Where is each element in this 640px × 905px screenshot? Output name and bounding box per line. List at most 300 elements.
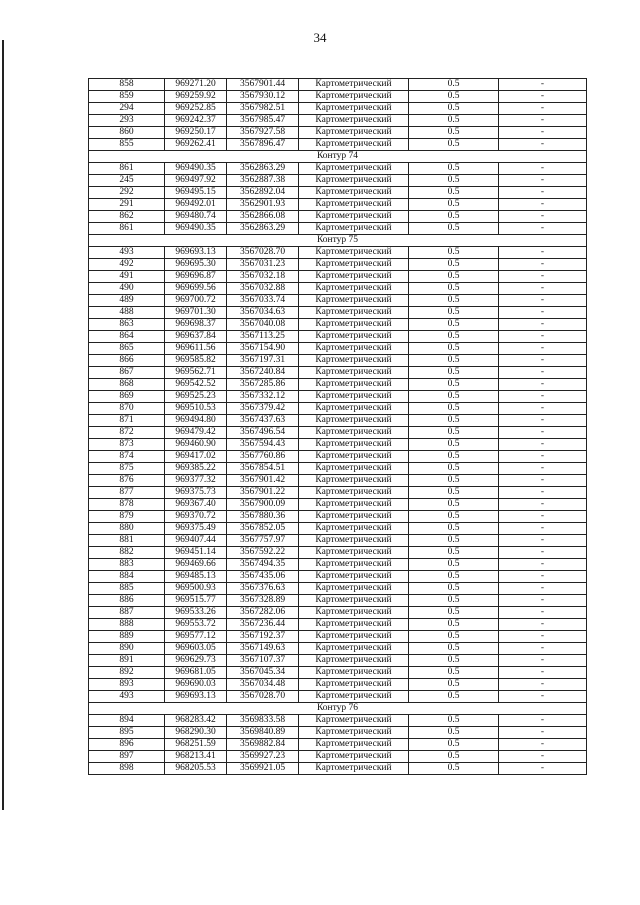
y-coordinate-cell: 3562866.08 (227, 211, 299, 223)
point-number-cell: 889 (89, 631, 165, 643)
table-row (89, 223, 587, 235)
table-row (89, 247, 587, 259)
x-coordinate-cell: 969699.56 (165, 283, 227, 295)
accuracy-cell: 0.5 (409, 619, 499, 631)
method-cell: Картометрический (299, 595, 409, 607)
x-coordinate-cell: 969497.92 (165, 175, 227, 187)
accuracy-cell: 0.5 (409, 535, 499, 547)
point-number-cell: 493 (89, 691, 165, 703)
y-coordinate-cell: 3567760.86 (227, 451, 299, 463)
accuracy-cell: 0.5 (409, 187, 499, 199)
y-coordinate-cell: 3562892.04 (227, 187, 299, 199)
table-row (89, 295, 587, 307)
y-coordinate-cell: 3567034.63 (227, 307, 299, 319)
point-number-cell: 293 (89, 115, 165, 127)
table-row (89, 595, 587, 607)
point-number-cell: 294 (89, 103, 165, 115)
method-cell: Картометрический (299, 751, 409, 763)
point-number-cell: 873 (89, 439, 165, 451)
method-cell: Картометрический (299, 331, 409, 343)
point-number-cell: 882 (89, 547, 165, 559)
point-number-cell: 891 (89, 655, 165, 667)
x-coordinate-cell: 969700.72 (165, 295, 227, 307)
y-coordinate-cell: 3567034.48 (227, 679, 299, 691)
point-number-cell: 876 (89, 475, 165, 487)
table-row (89, 547, 587, 559)
table-row (89, 715, 587, 727)
method-cell: Картометрический (299, 175, 409, 187)
table-row (89, 211, 587, 223)
y-coordinate-cell: 3567154.90 (227, 343, 299, 355)
table-row (89, 463, 587, 475)
x-coordinate-cell: 969701.30 (165, 307, 227, 319)
point-number-cell: 887 (89, 607, 165, 619)
accuracy-cell: 0.5 (409, 175, 499, 187)
accuracy-cell: 0.5 (409, 511, 499, 523)
point-number-cell: 292 (89, 187, 165, 199)
y-coordinate-cell: 3562887.38 (227, 175, 299, 187)
method-cell: Картометрический (299, 451, 409, 463)
x-coordinate-cell: 969479.42 (165, 427, 227, 439)
x-coordinate-cell: 969451.14 (165, 547, 227, 559)
method-cell: Картометрический (299, 163, 409, 175)
x-coordinate-cell: 969495.15 (165, 187, 227, 199)
point-number-cell: 864 (89, 331, 165, 343)
y-coordinate-cell: 3567197.31 (227, 355, 299, 367)
x-coordinate-cell: 969693.13 (165, 691, 227, 703)
x-coordinate-cell: 969252.85 (165, 103, 227, 115)
description-cell: - (499, 259, 587, 271)
x-coordinate-cell: 969271.20 (165, 79, 227, 91)
contour-label: Контур 76 (89, 703, 587, 715)
point-number-cell: 896 (89, 739, 165, 751)
point-number-cell: 878 (89, 499, 165, 511)
accuracy-cell: 0.5 (409, 643, 499, 655)
method-cell: Картометрический (299, 403, 409, 415)
accuracy-cell: 0.5 (409, 727, 499, 739)
point-number-cell: 490 (89, 283, 165, 295)
description-cell: - (499, 763, 587, 775)
table-row (89, 655, 587, 667)
contour-header-row (89, 151, 587, 163)
contour-label: Контур 74 (89, 151, 587, 163)
point-number-cell: 898 (89, 763, 165, 775)
x-coordinate-cell: 969696.87 (165, 271, 227, 283)
x-coordinate-cell: 969603.05 (165, 643, 227, 655)
method-cell: Картометрический (299, 343, 409, 355)
x-coordinate-cell: 969485.13 (165, 571, 227, 583)
method-cell: Картометрический (299, 391, 409, 403)
point-number-cell: 877 (89, 487, 165, 499)
y-coordinate-cell: 3567045.34 (227, 667, 299, 679)
method-cell: Картометрический (299, 499, 409, 511)
margin-rule (2, 40, 4, 810)
accuracy-cell: 0.5 (409, 319, 499, 331)
point-number-cell: 488 (89, 307, 165, 319)
x-coordinate-cell: 969577.12 (165, 631, 227, 643)
description-cell: - (499, 691, 587, 703)
x-coordinate-cell: 969690.03 (165, 679, 227, 691)
x-coordinate-cell: 969515.77 (165, 595, 227, 607)
table-row (89, 487, 587, 499)
method-cell: Картометрический (299, 727, 409, 739)
point-number-cell: 860 (89, 127, 165, 139)
accuracy-cell: 0.5 (409, 295, 499, 307)
method-cell: Картометрический (299, 271, 409, 283)
table-row (89, 79, 587, 91)
description-cell: - (499, 139, 587, 151)
description-cell: - (499, 415, 587, 427)
x-coordinate-cell: 969525.23 (165, 391, 227, 403)
point-number-cell: 493 (89, 247, 165, 259)
description-cell: - (499, 295, 587, 307)
accuracy-cell: 0.5 (409, 163, 499, 175)
x-coordinate-cell: 969492.01 (165, 199, 227, 211)
table-row (89, 499, 587, 511)
table-row (89, 91, 587, 103)
method-cell: Картометрический (299, 643, 409, 655)
x-coordinate-cell: 969585.82 (165, 355, 227, 367)
point-number-cell: 492 (89, 259, 165, 271)
description-cell: - (499, 559, 587, 571)
x-coordinate-cell: 969385.22 (165, 463, 227, 475)
point-number-cell: 868 (89, 379, 165, 391)
table-row (89, 103, 587, 115)
x-coordinate-cell: 969695.30 (165, 259, 227, 271)
table-row (89, 331, 587, 343)
accuracy-cell: 0.5 (409, 391, 499, 403)
method-cell: Картометрический (299, 187, 409, 199)
y-coordinate-cell: 3567496.54 (227, 427, 299, 439)
method-cell: Картометрический (299, 139, 409, 151)
method-cell: Картометрический (299, 427, 409, 439)
description-cell: - (499, 115, 587, 127)
description-cell: - (499, 175, 587, 187)
coordinates-table (88, 78, 587, 775)
y-coordinate-cell: 3567927.58 (227, 127, 299, 139)
x-coordinate-cell: 969611.56 (165, 343, 227, 355)
point-number-cell: 886 (89, 595, 165, 607)
x-coordinate-cell: 969494.80 (165, 415, 227, 427)
table-row (89, 367, 587, 379)
accuracy-cell: 0.5 (409, 355, 499, 367)
y-coordinate-cell: 3567901.44 (227, 79, 299, 91)
method-cell: Картометрический (299, 655, 409, 667)
y-coordinate-cell: 3567107.37 (227, 655, 299, 667)
description-cell: - (499, 79, 587, 91)
x-coordinate-cell: 968205.53 (165, 763, 227, 775)
description-cell: - (499, 271, 587, 283)
accuracy-cell: 0.5 (409, 679, 499, 691)
method-cell: Картометрический (299, 691, 409, 703)
x-coordinate-cell: 968290.30 (165, 727, 227, 739)
y-coordinate-cell: 3569833.58 (227, 715, 299, 727)
point-number-cell: 885 (89, 583, 165, 595)
method-cell: Картометрический (299, 583, 409, 595)
x-coordinate-cell: 969262.41 (165, 139, 227, 151)
description-cell: - (499, 607, 587, 619)
y-coordinate-cell: 3567494.35 (227, 559, 299, 571)
accuracy-cell: 0.5 (409, 427, 499, 439)
y-coordinate-cell: 3567028.70 (227, 691, 299, 703)
y-coordinate-cell: 3567880.36 (227, 511, 299, 523)
y-coordinate-cell: 3569882.84 (227, 739, 299, 751)
coordinates-table-body (89, 79, 587, 775)
table-row (89, 199, 587, 211)
table-row (89, 619, 587, 631)
y-coordinate-cell: 3567285.86 (227, 379, 299, 391)
method-cell: Картометрический (299, 319, 409, 331)
point-number-cell: 855 (89, 139, 165, 151)
method-cell: Картометрический (299, 247, 409, 259)
point-number-cell: 875 (89, 463, 165, 475)
table-row (89, 175, 587, 187)
point-number-cell: 893 (89, 679, 165, 691)
description-cell: - (499, 523, 587, 535)
x-coordinate-cell: 969469.66 (165, 559, 227, 571)
y-coordinate-cell: 3567757.97 (227, 535, 299, 547)
table-row (89, 187, 587, 199)
x-coordinate-cell: 969490.35 (165, 163, 227, 175)
accuracy-cell: 0.5 (409, 607, 499, 619)
accuracy-cell: 0.5 (409, 415, 499, 427)
x-coordinate-cell: 969553.72 (165, 619, 227, 631)
description-cell: - (499, 211, 587, 223)
y-coordinate-cell: 3567328.89 (227, 595, 299, 607)
accuracy-cell: 0.5 (409, 79, 499, 91)
description-cell: - (499, 199, 587, 211)
accuracy-cell: 0.5 (409, 499, 499, 511)
point-number-cell: 872 (89, 427, 165, 439)
point-number-cell: 859 (89, 91, 165, 103)
table-row (89, 667, 587, 679)
table-row (89, 643, 587, 655)
table-row (89, 571, 587, 583)
y-coordinate-cell: 3567376.63 (227, 583, 299, 595)
table-row (89, 763, 587, 775)
contour-header-row (89, 235, 587, 247)
accuracy-cell: 0.5 (409, 367, 499, 379)
accuracy-cell: 0.5 (409, 715, 499, 727)
accuracy-cell: 0.5 (409, 343, 499, 355)
description-cell: - (499, 319, 587, 331)
table-row (89, 115, 587, 127)
accuracy-cell: 0.5 (409, 127, 499, 139)
accuracy-cell: 0.5 (409, 379, 499, 391)
point-number-cell: 881 (89, 535, 165, 547)
description-cell: - (499, 547, 587, 559)
description-cell: - (499, 367, 587, 379)
description-cell: - (499, 331, 587, 343)
description-cell: - (499, 343, 587, 355)
table-row (89, 475, 587, 487)
description-cell: - (499, 619, 587, 631)
method-cell: Картометрический (299, 223, 409, 235)
table-row (89, 271, 587, 283)
accuracy-cell: 0.5 (409, 751, 499, 763)
table-row (89, 415, 587, 427)
accuracy-cell: 0.5 (409, 247, 499, 259)
method-cell: Картометрический (299, 295, 409, 307)
description-cell: - (499, 163, 587, 175)
method-cell: Картометрический (299, 79, 409, 91)
y-coordinate-cell: 3567854.51 (227, 463, 299, 475)
y-coordinate-cell: 3562901.93 (227, 199, 299, 211)
table-row (89, 739, 587, 751)
accuracy-cell: 0.5 (409, 139, 499, 151)
method-cell: Картометрический (299, 619, 409, 631)
description-cell: - (499, 535, 587, 547)
y-coordinate-cell: 3567031.23 (227, 259, 299, 271)
method-cell: Картометрический (299, 307, 409, 319)
description-cell: - (499, 187, 587, 199)
y-coordinate-cell: 3567282.06 (227, 607, 299, 619)
accuracy-cell: 0.5 (409, 523, 499, 535)
method-cell: Картометрический (299, 739, 409, 751)
description-cell: - (499, 379, 587, 391)
table-row (89, 535, 587, 547)
table-row (89, 163, 587, 175)
table-row (89, 343, 587, 355)
y-coordinate-cell: 3567435.06 (227, 571, 299, 583)
description-cell: - (499, 583, 587, 595)
x-coordinate-cell: 968213.41 (165, 751, 227, 763)
y-coordinate-cell: 3567437.63 (227, 415, 299, 427)
table-row (89, 391, 587, 403)
accuracy-cell: 0.5 (409, 595, 499, 607)
method-cell: Картометрический (299, 523, 409, 535)
y-coordinate-cell: 3567900.09 (227, 499, 299, 511)
y-coordinate-cell: 3562863.29 (227, 223, 299, 235)
accuracy-cell: 0.5 (409, 631, 499, 643)
accuracy-cell: 0.5 (409, 763, 499, 775)
table-row (89, 691, 587, 703)
table-row (89, 319, 587, 331)
method-cell: Картометрический (299, 667, 409, 679)
point-number-cell: 879 (89, 511, 165, 523)
table-row (89, 439, 587, 451)
table-row (89, 355, 587, 367)
method-cell: Картометрический (299, 439, 409, 451)
accuracy-cell: 0.5 (409, 463, 499, 475)
accuracy-cell: 0.5 (409, 451, 499, 463)
point-number-cell: 870 (89, 403, 165, 415)
y-coordinate-cell: 3567033.74 (227, 295, 299, 307)
description-cell: - (499, 223, 587, 235)
method-cell: Картометрический (299, 115, 409, 127)
table-row (89, 631, 587, 643)
table-row (89, 379, 587, 391)
method-cell: Картометрический (299, 535, 409, 547)
accuracy-cell: 0.5 (409, 487, 499, 499)
description-cell: - (499, 391, 587, 403)
y-coordinate-cell: 3567028.70 (227, 247, 299, 259)
method-cell: Картометрический (299, 763, 409, 775)
page-number: 34 (313, 30, 327, 45)
point-number-cell: 892 (89, 667, 165, 679)
accuracy-cell: 0.5 (409, 91, 499, 103)
point-number-cell: 897 (89, 751, 165, 763)
description-cell: - (499, 127, 587, 139)
point-number-cell: 245 (89, 175, 165, 187)
method-cell: Картометрический (299, 367, 409, 379)
accuracy-cell: 0.5 (409, 403, 499, 415)
point-number-cell: 867 (89, 367, 165, 379)
method-cell: Картометрический (299, 631, 409, 643)
x-coordinate-cell: 969510.53 (165, 403, 227, 415)
table-row (89, 679, 587, 691)
table-row (89, 607, 587, 619)
point-number-cell: 883 (89, 559, 165, 571)
x-coordinate-cell: 969629.73 (165, 655, 227, 667)
description-cell: - (499, 715, 587, 727)
method-cell: Картометрический (299, 283, 409, 295)
accuracy-cell: 0.5 (409, 283, 499, 295)
x-coordinate-cell: 969681.05 (165, 667, 227, 679)
method-cell: Картометрический (299, 379, 409, 391)
point-number-cell: 861 (89, 223, 165, 235)
accuracy-cell: 0.5 (409, 439, 499, 451)
description-cell: - (499, 655, 587, 667)
table-row (89, 127, 587, 139)
description-cell: - (499, 727, 587, 739)
method-cell: Картометрический (299, 127, 409, 139)
y-coordinate-cell: 3567032.88 (227, 283, 299, 295)
method-cell: Картометрический (299, 103, 409, 115)
y-coordinate-cell: 3567930.12 (227, 91, 299, 103)
description-cell: - (499, 427, 587, 439)
y-coordinate-cell: 3567901.42 (227, 475, 299, 487)
accuracy-cell: 0.5 (409, 211, 499, 223)
x-coordinate-cell: 969490.35 (165, 223, 227, 235)
contour-label: Контур 75 (89, 235, 587, 247)
description-cell: - (499, 355, 587, 367)
point-number-cell: 489 (89, 295, 165, 307)
point-number-cell: 865 (89, 343, 165, 355)
point-number-cell: 862 (89, 211, 165, 223)
y-coordinate-cell: 3567594.43 (227, 439, 299, 451)
table-row (89, 403, 587, 415)
point-number-cell: 491 (89, 271, 165, 283)
y-coordinate-cell: 3567149.63 (227, 643, 299, 655)
description-cell: - (499, 595, 587, 607)
y-coordinate-cell: 3562863.29 (227, 163, 299, 175)
method-cell: Картометрический (299, 559, 409, 571)
table-row (89, 283, 587, 295)
description-cell: - (499, 91, 587, 103)
point-number-cell: 880 (89, 523, 165, 535)
description-cell: - (499, 463, 587, 475)
method-cell: Картометрический (299, 259, 409, 271)
y-coordinate-cell: 3569927.23 (227, 751, 299, 763)
accuracy-cell: 0.5 (409, 199, 499, 211)
accuracy-cell: 0.5 (409, 271, 499, 283)
method-cell: Картометрический (299, 415, 409, 427)
x-coordinate-cell: 969500.93 (165, 583, 227, 595)
description-cell: - (499, 631, 587, 643)
y-coordinate-cell: 3567592.22 (227, 547, 299, 559)
table-row (89, 427, 587, 439)
x-coordinate-cell: 969637.84 (165, 331, 227, 343)
method-cell: Картометрический (299, 679, 409, 691)
method-cell: Картометрический (299, 487, 409, 499)
point-number-cell: 888 (89, 619, 165, 631)
description-cell: - (499, 667, 587, 679)
x-coordinate-cell: 969562.71 (165, 367, 227, 379)
x-coordinate-cell: 968283.42 (165, 715, 227, 727)
description-cell: - (499, 739, 587, 751)
x-coordinate-cell: 969242.37 (165, 115, 227, 127)
